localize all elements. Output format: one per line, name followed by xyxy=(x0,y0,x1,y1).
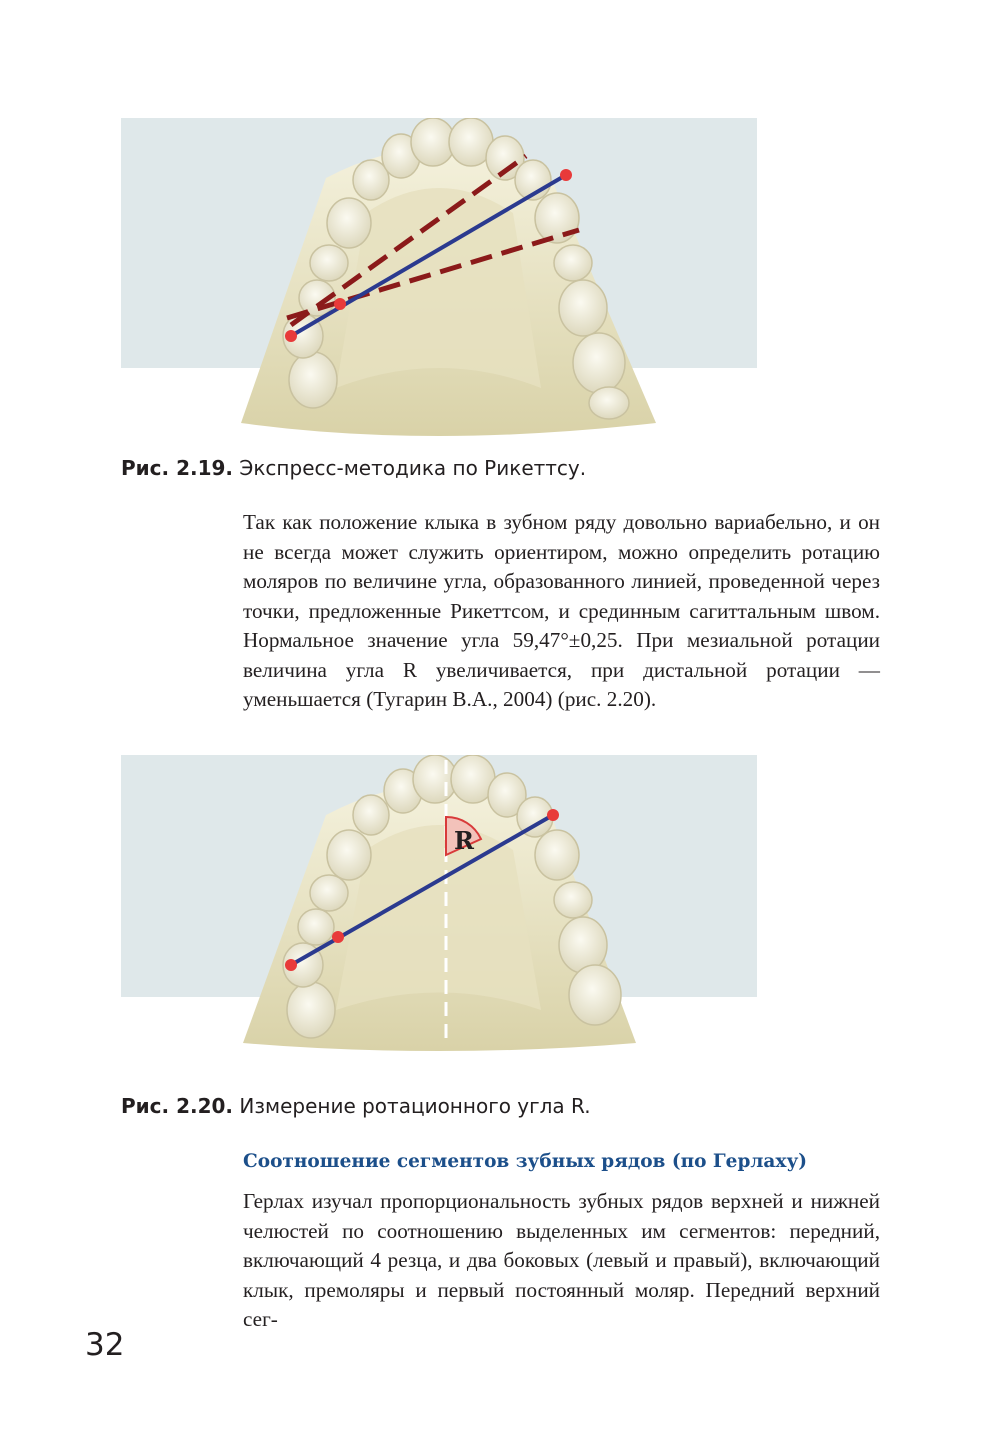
angle-r-label: R xyxy=(454,826,474,855)
figure-2-20 xyxy=(121,755,757,1055)
figure-2-20-caption xyxy=(121,1093,591,1119)
point-molar xyxy=(285,959,297,971)
point-canine xyxy=(560,169,572,181)
figure-2-19 xyxy=(121,118,757,438)
paragraph-rotation-angle: Так как положение клыка в зубном ряду довольно вариабельно, и он не всегда может служить ориентиром, можно определить ротацию моляров по величине угла, образованного линией, проведенной через точки, предложенные Рикеттсом, и срединным сагиттальным швом. Нормальное значение угла 59,47°±0,25. При мезиальной ротации величина угла R увеличивается, при дистальной ротации — уменьшается (Тугарин В.А., 2004) (рис. 2.20). xyxy=(243,510,880,711)
paragraph-gerlach: Герлах изучал пропорциональность зубных рядов верхней и нижней челюстей по соотношению выделенных им сегментов: передний, включающий 4 резца, и два боковых (левый и правый), включающий клык, премоляры и первый постоянный моляр. Передний верхний сег- xyxy=(243,1189,880,1331)
point-premolar xyxy=(334,298,346,310)
caption-number: Рис. 2.20. xyxy=(121,1094,234,1118)
figure-2-19-caption xyxy=(121,455,586,481)
point-canine xyxy=(547,809,559,821)
page-number: 32 xyxy=(85,1327,125,1363)
caption-text: Экспресс-методика по Рикеттсу. xyxy=(239,456,587,480)
dental-cast-photo-2 xyxy=(121,755,757,1055)
section-heading: Соотношение сегментов зубных рядов (по Герлаху) xyxy=(243,1151,808,1172)
point-molar xyxy=(285,330,297,342)
dental-cast-photo-1 xyxy=(121,118,757,438)
caption-number: Рис. 2.19. xyxy=(121,456,234,480)
caption-text: Измерение ротационного угла R. xyxy=(239,1094,591,1118)
point-premolar xyxy=(332,931,344,943)
